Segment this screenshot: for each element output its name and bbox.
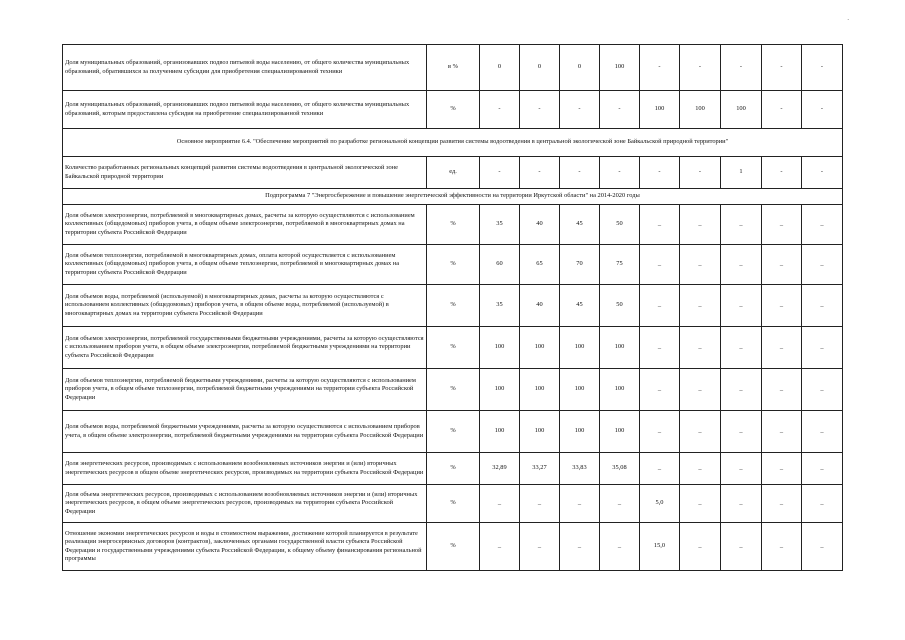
indicator-value: _ xyxy=(640,245,680,285)
indicator-value: - xyxy=(802,45,843,91)
indicator-value: _ xyxy=(762,327,802,369)
indicator-value: - xyxy=(480,91,520,129)
indicator-value: _ xyxy=(600,523,640,571)
indicator-unit: в % xyxy=(427,45,480,91)
indicator-value: _ xyxy=(802,327,843,369)
indicator-value: _ xyxy=(721,205,762,245)
indicator-value: _ xyxy=(680,523,721,571)
indicator-name: Доля объемов воды, потребляемой (используемой) в многоквартирных домах, расчеты за которую осуществляются с использованием коллективных (общедомовых) приборов учета, в общем объеме воды, потребляемой (используемой) в многоквартирных домах на территории субъекта Российской Федерации xyxy=(63,285,427,327)
indicator-value: _ xyxy=(680,411,721,453)
indicator-value: 100 xyxy=(520,369,560,411)
indicator-value: _ xyxy=(640,285,680,327)
indicator-value: _ xyxy=(721,411,762,453)
indicator-value: _ xyxy=(802,369,843,411)
indicator-value: _ xyxy=(640,411,680,453)
indicator-value: 32,89 xyxy=(480,453,520,485)
indicator-value: 100 xyxy=(600,411,640,453)
indicator-value: 100 xyxy=(640,91,680,129)
indicator-name: Доля объема энергетических ресурсов, производимых с использованием возобновляемых источников энергии и (или) вторичных энергетических ресурсов, в общем объеме энергетических ресурсов, производимых на территории субъекта Российской Федерации xyxy=(63,485,427,523)
section-title: Основное мероприятие 6.4. "Обеспечение мероприятий по разработке региональной концепции развития системы водоотведения в центральной экологической зоне Байкальской природной территории" xyxy=(63,129,843,157)
table-row xyxy=(63,157,843,189)
indicator-value: 100 xyxy=(480,369,520,411)
table-row xyxy=(63,91,843,129)
indicator-value: _ xyxy=(802,411,843,453)
indicator-unit: % xyxy=(427,245,480,285)
indicator-value: 100 xyxy=(600,369,640,411)
indicator-value: _ xyxy=(802,205,843,245)
indicator-value: _ xyxy=(600,485,640,523)
table-row xyxy=(63,453,843,485)
indicator-value: 100 xyxy=(520,411,560,453)
indicator-value: 33,83 xyxy=(560,453,600,485)
indicator-name: Доля энергетических ресурсов, производимых с использованием возобновляемых источников энергии и (или) вторичных энергетических ресурсов в общем объеме энергетических ресурсов, производимых на территории субъекта Российской Федерации xyxy=(63,453,427,485)
indicator-value: 50 xyxy=(600,285,640,327)
indicator-value: 100 xyxy=(560,411,600,453)
indicator-unit: % xyxy=(427,453,480,485)
indicator-value: _ xyxy=(762,453,802,485)
indicator-name: Доля объемов теплоэнергии, потребляемой бюджетными учреждениями, расчеты за которую осуществляются с использованием приборов учета, в общем объеме теплоэнергии, потребляемой бюджетными учреждениями на территории субъекта Российской Федерации xyxy=(63,369,427,411)
indicator-value: _ xyxy=(721,453,762,485)
indicator-value: - xyxy=(802,157,843,189)
indicator-value: _ xyxy=(762,411,802,453)
indicator-value: _ xyxy=(520,485,560,523)
indicator-value: 100 xyxy=(480,411,520,453)
indicator-value: _ xyxy=(721,369,762,411)
indicator-value: 0 xyxy=(480,45,520,91)
indicator-value: _ xyxy=(721,327,762,369)
indicator-value: _ xyxy=(721,285,762,327)
indicator-value: _ xyxy=(680,327,721,369)
indicator-value: - xyxy=(520,157,560,189)
table-row xyxy=(63,369,843,411)
indicator-name: Доля муниципальных образований, организовавших подвоз питьевой воды населению, от общего количества муниципальных образований, обратившихся за получением субсидии для приобретения специализированной техники xyxy=(63,45,427,91)
indicator-value: 65 xyxy=(520,245,560,285)
indicator-value: _ xyxy=(680,205,721,245)
indicator-value: _ xyxy=(680,485,721,523)
table-row xyxy=(63,485,843,523)
indicator-value: _ xyxy=(802,285,843,327)
indicator-value: - xyxy=(721,45,762,91)
indicators-table xyxy=(62,44,843,571)
indicator-value: _ xyxy=(480,523,520,571)
indicator-name: Доля объемов электроэнергии, потребляемой в многоквартирных домах, расчеты за которую осуществляются с использованием коллективных (общедомовых) приборов учета, в общем объеме электроэнергии, потребляемой в многоквартирных домах на территории субъекта Российской Федерации xyxy=(63,205,427,245)
indicator-value: 70 xyxy=(560,245,600,285)
table-row xyxy=(63,245,843,285)
indicator-value: _ xyxy=(680,369,721,411)
indicator-value: _ xyxy=(802,523,843,571)
table-row xyxy=(63,523,843,571)
indicator-value: _ xyxy=(762,205,802,245)
indicator-value: 40 xyxy=(520,205,560,245)
indicator-value: _ xyxy=(640,205,680,245)
section-header-row xyxy=(63,189,843,205)
indicator-value: 100 xyxy=(560,327,600,369)
indicator-value: _ xyxy=(762,485,802,523)
indicator-value: 35 xyxy=(480,285,520,327)
indicator-value: 100 xyxy=(600,45,640,91)
indicator-unit: % xyxy=(427,205,480,245)
indicator-unit: % xyxy=(427,91,480,129)
indicator-value: 45 xyxy=(560,205,600,245)
indicator-value: 40 xyxy=(520,285,560,327)
indicator-value: - xyxy=(762,45,802,91)
indicator-name: Отношение экономии энергетических ресурсов и воды в стоимостном выражении, достижение которой планируется в результате реализации энергосервисных договоров (контрактов), заключенных органами государственной власти субъекта Российской Федерации и государственными учреждениями субъекта Российской Федерации, к общему объему финансирования региональной программы xyxy=(63,523,427,571)
table-row xyxy=(63,327,843,369)
indicator-value: _ xyxy=(680,453,721,485)
indicator-unit: % xyxy=(427,327,480,369)
indicator-value: _ xyxy=(520,523,560,571)
indicator-value: _ xyxy=(560,485,600,523)
indicator-value: 33,27 xyxy=(520,453,560,485)
indicator-value: 100 xyxy=(520,327,560,369)
indicator-unit: % xyxy=(427,369,480,411)
indicator-value: - xyxy=(640,45,680,91)
indicator-value: _ xyxy=(762,245,802,285)
indicator-value: _ xyxy=(762,369,802,411)
indicator-value: _ xyxy=(480,485,520,523)
indicator-name: Доля объемов воды, потребляемой бюджетными учреждениями, расчеты за которую осуществляются с использованием приборов учета, в общем объеме электроэнергии, потребляемой бюджетными учреждениями на территории субъекта Российской Федерации xyxy=(63,411,427,453)
indicator-value: 0 xyxy=(560,45,600,91)
indicator-value: 100 xyxy=(600,327,640,369)
table-row xyxy=(63,205,843,245)
indicator-value: - xyxy=(560,91,600,129)
indicator-unit: % xyxy=(427,411,480,453)
indicator-value: - xyxy=(520,91,560,129)
indicator-value: 60 xyxy=(480,245,520,285)
indicator-value: _ xyxy=(802,453,843,485)
table-row xyxy=(63,285,843,327)
indicator-value: _ xyxy=(802,245,843,285)
indicator-value: 0 xyxy=(520,45,560,91)
indicator-value: _ xyxy=(560,523,600,571)
indicator-name: Доля муниципальных образований, организовавших подвоз питьевой воды населению, от общего количества муниципальных образований, которым предоставлена субсидия на приобретение специализированной техники xyxy=(63,91,427,129)
indicator-value: - xyxy=(762,157,802,189)
indicator-value: _ xyxy=(721,523,762,571)
indicator-value: 50 xyxy=(600,205,640,245)
section-header-row xyxy=(63,129,843,157)
indicator-name: Доля объемов электроэнергии, потребляемой государственными бюджетными учреждениями, расчеты за которую осуществляются с использованием приборов учета, в общем объеме электроэнергии, потребляемой бюджетными учреждениями на территории субъекта Российской Федерации xyxy=(63,327,427,369)
indicator-name: Количество разработанных региональных концепций развития системы водоотведения в центральной экологической зоне Байкальской природной территории xyxy=(63,157,427,189)
indicator-value: _ xyxy=(640,327,680,369)
indicator-value: _ xyxy=(721,485,762,523)
indicator-value: 15,0 xyxy=(640,523,680,571)
indicator-value: 5,0 xyxy=(640,485,680,523)
indicator-value: - xyxy=(480,157,520,189)
indicator-value: - xyxy=(600,157,640,189)
indicator-value: - xyxy=(762,91,802,129)
indicator-value: 45 xyxy=(560,285,600,327)
indicator-value: _ xyxy=(640,453,680,485)
page-mark: · xyxy=(847,16,850,24)
indicator-value: 100 xyxy=(480,327,520,369)
table-row xyxy=(63,411,843,453)
indicator-value: - xyxy=(560,157,600,189)
table-row xyxy=(63,45,843,91)
indicator-value: - xyxy=(680,157,721,189)
indicator-value: _ xyxy=(762,285,802,327)
indicator-value: 100 xyxy=(560,369,600,411)
indicator-value: - xyxy=(680,45,721,91)
indicator-value: _ xyxy=(680,285,721,327)
indicator-value: _ xyxy=(762,523,802,571)
indicator-unit: % xyxy=(427,485,480,523)
indicator-value: 1 xyxy=(721,157,762,189)
indicator-value: 75 xyxy=(600,245,640,285)
indicator-unit: % xyxy=(427,523,480,571)
section-title: Подпрограмма 7 "Энергосбережение и повышение энергетической эффективности на территории Иркутской области" на 2014-2020 годы xyxy=(63,189,843,205)
indicator-value: - xyxy=(802,91,843,129)
indicator-value: 35,08 xyxy=(600,453,640,485)
indicator-value: _ xyxy=(721,245,762,285)
indicator-value: _ xyxy=(802,485,843,523)
indicator-value: - xyxy=(640,157,680,189)
indicator-unit: % xyxy=(427,285,480,327)
indicator-value: _ xyxy=(640,369,680,411)
indicator-value: 35 xyxy=(480,205,520,245)
indicator-value: _ xyxy=(680,245,721,285)
indicator-value: 100 xyxy=(721,91,762,129)
indicator-value: 100 xyxy=(680,91,721,129)
indicator-name: Доля объемов теплоэнергии, потребляемой в многоквартирных домах, оплата которой осуществляется с использованием коллективных (общедомовых) приборов учета, в общем объеме теплоэнергии, потребляемой в многоквартирных домах на территории субъекта Российской Федерации xyxy=(63,245,427,285)
indicator-unit: ед. xyxy=(427,157,480,189)
indicator-value: - xyxy=(600,91,640,129)
